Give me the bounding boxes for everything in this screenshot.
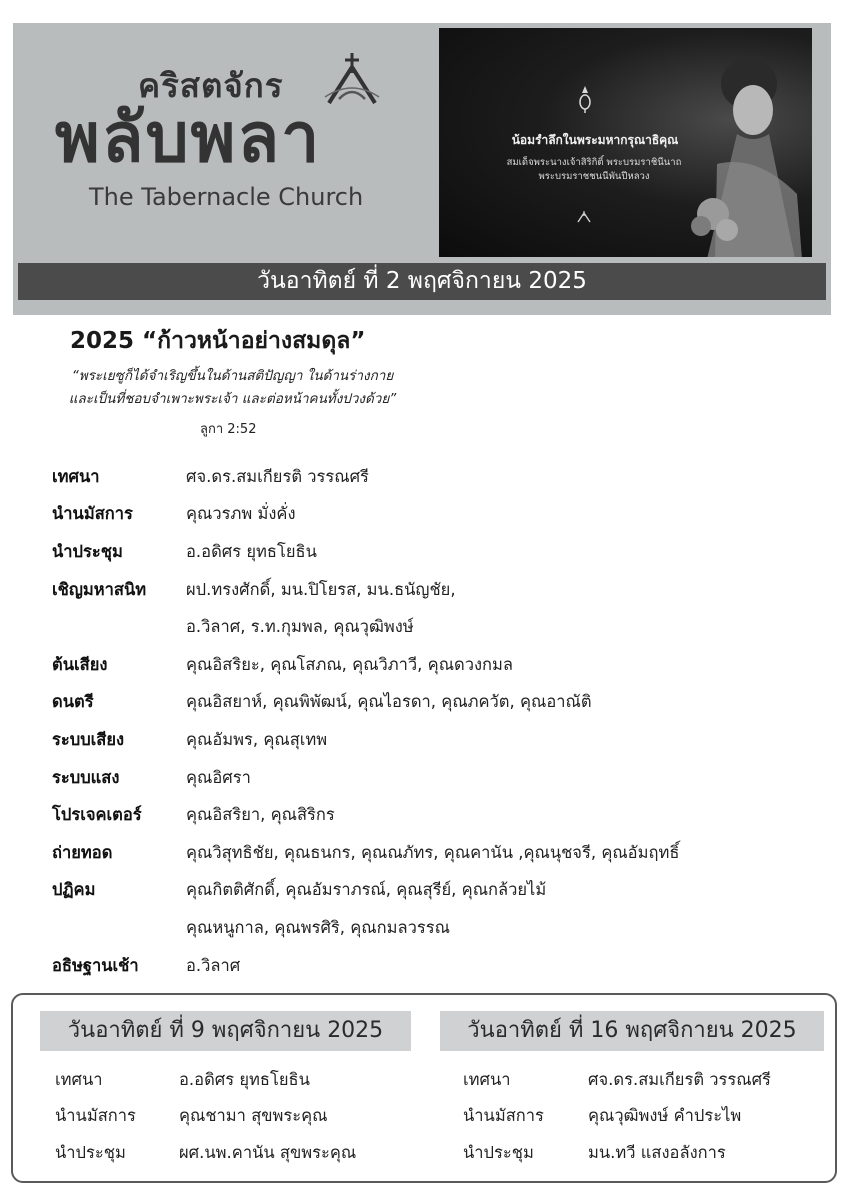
- theme-verse: [30, 365, 435, 411]
- verse-line-2: และเป็นที่ชอบจำเพาะพระเจ้า และต่อหน้าคนทั้งปวงด้วย”: [68, 391, 397, 407]
- roster-names: คุณอัมพร, คุณสุเทพ: [186, 729, 328, 749]
- roster-names: คุณอิสยาห์, คุณพิพัฒน์, คุณไอรดา, คุณภควัต, คุณอาณัติ: [186, 692, 592, 712]
- roster-row: [52, 721, 812, 759]
- roster-names: ศจ.ดร.สมเกียรติ วรรณศรี: [186, 466, 369, 486]
- roster-role: เชิญมหาสนิท: [52, 579, 147, 599]
- tribute-line-1: น้อมรำลึกในพระมหากรุณาธิคุณ: [511, 133, 679, 147]
- roster-row: [52, 646, 812, 684]
- upcoming-1-role: นำประชุม: [55, 1143, 126, 1162]
- roster-role: ถ่ายทอด: [52, 842, 113, 862]
- roster-role: นำประชุม: [52, 541, 123, 561]
- roster-row: [52, 571, 812, 609]
- header-banner: [13, 23, 831, 315]
- roster-row: [52, 872, 812, 910]
- royal-emblem-icon: [577, 84, 593, 114]
- roster-row: [52, 533, 812, 571]
- upcoming-1-name: คุณชามา สุขพระคุณ: [179, 1106, 328, 1125]
- roster-row: [52, 496, 812, 534]
- roster-names: อ.วิลาศ, ร.ท.กุมพล, คุณวุฒิพงษ์: [186, 617, 414, 637]
- roster-names: อ.วิลาศ: [186, 955, 241, 975]
- upcoming-1-name: ผศ.นพ.คานัน สุขพระคุณ: [179, 1143, 357, 1162]
- upcoming-1-role: เทศนา: [55, 1070, 103, 1089]
- upcoming-2-role: เทศนา: [463, 1070, 511, 1089]
- memorial-photo: [439, 28, 812, 257]
- upcoming-date-2: วันอาทิตย์ ที่ 16 พฤศจิกายน 2025: [440, 1011, 824, 1051]
- upcoming-2-role: นำนมัสการ: [463, 1106, 544, 1125]
- roster-role: นำนมัสการ: [52, 504, 133, 524]
- roster-names: คุณหนูกาล, คุณพรศิริ, คุณกมลวรรณ: [186, 917, 450, 937]
- upcoming-2-name: ศจ.ดร.สมเกียรติ วรรณศรี: [588, 1070, 771, 1089]
- roster-row: [52, 909, 812, 947]
- roster-names: คุณกิตติศักดิ์, คุณอัมราภรณ์, คุณสุรีย์, คุณกล้วยไม้: [186, 880, 547, 900]
- upcoming-2-name: มน.ทวี แสงอลังการ: [588, 1143, 726, 1162]
- roster-row: [52, 947, 812, 985]
- roster-role: ดนตรี: [52, 692, 94, 712]
- upcoming-1-role: นำนมัสการ: [55, 1106, 136, 1125]
- roster-row: [52, 608, 812, 646]
- verse-line-1: “พระเยซูก็ได้จำเริญขึ้นในด้านสติปัญญา ในด้านร่างกาย: [71, 368, 394, 384]
- roster-row: [52, 759, 812, 797]
- church-logo-icon: [323, 51, 381, 109]
- roster-names: คุณวิสุทธิชัย, คุณธนกร, คุณณภัทร, คุณคานัน ,คุณนุชจรี, คุณอัมฤทธิ์: [186, 842, 680, 862]
- queen-portrait-image: [677, 44, 812, 257]
- roster-role: ต้นเสียง: [52, 654, 108, 674]
- church-name-big: พลับพลา: [55, 99, 322, 178]
- church-name-small: คริสตจักร: [138, 66, 284, 105]
- roster-role: ระบบแสง: [52, 767, 120, 787]
- roster-names: อ.อดิศร ยุทธโยธิน: [186, 541, 317, 561]
- roster-names: ผป.ทรงศักดิ์, มน.ปิโยรส, มน.ธนัญชัย,: [186, 579, 456, 599]
- roster-row: [52, 684, 812, 722]
- roster-row: [52, 834, 812, 872]
- roster-role: โปรเจคเตอร์: [52, 805, 142, 825]
- roster-row: [52, 796, 812, 834]
- upcoming-2-role: นำประชุม: [463, 1143, 534, 1162]
- upcoming-schedule-box: [11, 993, 837, 1183]
- tribute-line-2: สมเด็จพระนางเจ้าสิริกิติ์ พระบรมราชินีนาถ: [506, 157, 682, 168]
- small-church-logo-icon: [576, 211, 592, 223]
- verse-reference: ลูกา 2:52: [200, 422, 257, 437]
- roster-role: เทศนา: [52, 466, 100, 486]
- roster-role: อธิษฐานเช้า: [52, 955, 139, 975]
- roster-names: คุณอิศรา: [186, 767, 251, 787]
- tribute-line-3: พระบรมราชชนนีพันปีหลวง: [538, 171, 650, 182]
- year-theme-title: 2025 “ก้าวหน้าอย่างสมดุล”: [70, 328, 366, 354]
- roster-names: คุณอิสริยา, คุณสิริกร: [186, 805, 335, 825]
- church-name-english: The Tabernacle Church: [89, 183, 364, 211]
- upcoming-date-1: วันอาทิตย์ ที่ 9 พฤศจิกายน 2025: [40, 1011, 411, 1051]
- roster-names: คุณวรภพ มั่งคั่ง: [186, 504, 296, 524]
- roster-names: คุณอิสริยะ, คุณโสภณ, คุณวิภาวี, คุณดวงกมล: [186, 654, 514, 674]
- upcoming-1-name: อ.อดิศร ยุทธโยธิน: [179, 1070, 310, 1089]
- roster-row: [52, 458, 812, 496]
- roster-role: ระบบเสียง: [52, 729, 125, 749]
- service-roster: [52, 458, 812, 984]
- service-date-bar: วันอาทิตย์ ที่ 2 พฤศจิกายน 2025: [18, 263, 826, 300]
- upcoming-2-name: คุณวุฒิพงษ์ คำประไพ: [588, 1106, 742, 1125]
- roster-role: ปฏิคม: [52, 880, 96, 900]
